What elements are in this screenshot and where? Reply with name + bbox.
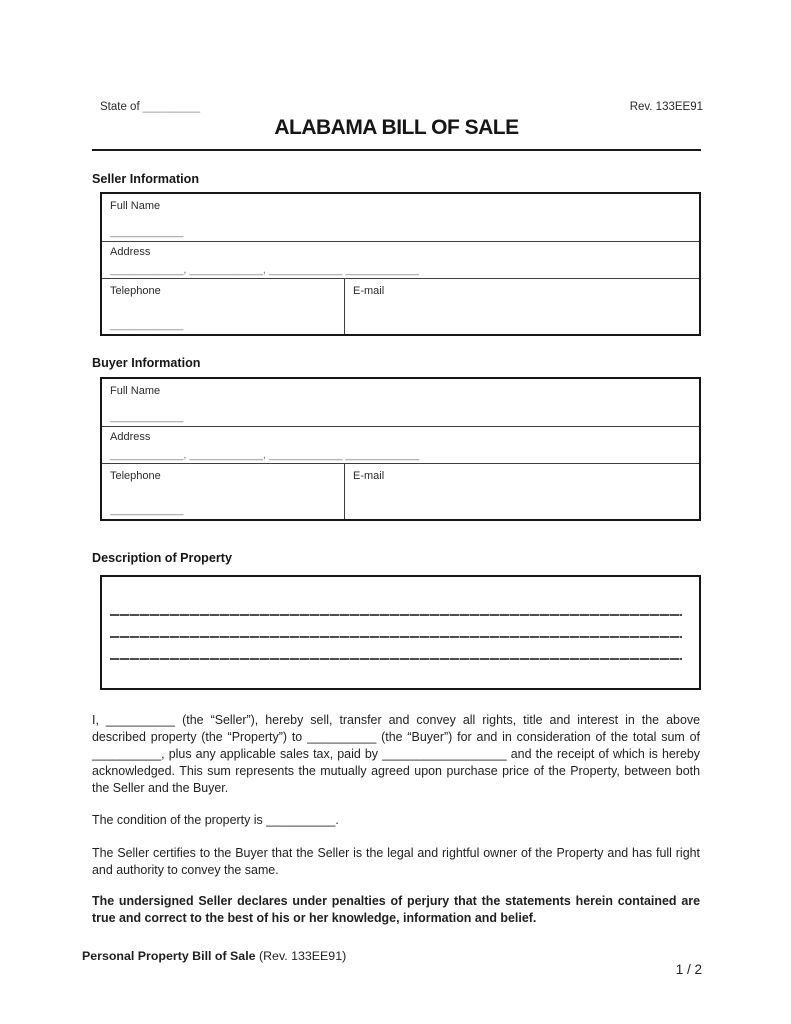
buyer-telephone-blank: ____________ [110, 504, 184, 516]
footer-doc-name: Personal Property Bill of Sale [82, 949, 256, 963]
seller-info-table [100, 192, 701, 336]
revision-label: Rev. 133EE91 [629, 101, 703, 113]
buyer-address-row [102, 427, 699, 464]
title-rule [92, 149, 701, 151]
page-number: 1 / 2 [675, 962, 702, 977]
seller-contact-row [102, 279, 699, 334]
description-blank-line [110, 636, 682, 638]
buyer-address-label: Address [110, 431, 151, 443]
seller-telephone-label: Telephone [110, 285, 161, 297]
seller-telephone-blank: ____________ [110, 319, 184, 331]
buyer-full-name-row [102, 379, 699, 427]
description-box [100, 575, 701, 690]
description-blank-line [110, 614, 682, 616]
buyer-contact-row [102, 464, 699, 519]
seller-full-name-row [102, 194, 699, 242]
seller-address-blank: ____________, ____________, ____________ ____________ [110, 264, 419, 276]
buyer-telephone-cell [102, 464, 345, 519]
page-title: ALABAMA BILL OF SALE [274, 116, 519, 139]
buyer-info-table [100, 377, 701, 521]
state-of-blank: _________ [142, 101, 201, 113]
state-of-line [100, 101, 200, 114]
seller-full-name-blank: ____________ [110, 226, 184, 238]
buyer-email-cell [345, 464, 699, 519]
document-footer [82, 949, 346, 963]
buyer-section-heading: Buyer Information [92, 356, 201, 370]
state-of-label: State of [100, 101, 140, 113]
seller-full-name-label: Full Name [110, 200, 161, 212]
seller-telephone-cell [102, 279, 345, 334]
seller-email-cell [345, 279, 699, 334]
perjury-paragraph: The undersigned Seller declares under penalties of perjury that the statements herein contained are true and correct to the best of his or her knowledge, information and belief. [92, 894, 700, 925]
description-section-heading: Description of Property [92, 551, 232, 565]
buyer-email-label: E-mail [353, 470, 385, 482]
seller-address-label: Address [110, 246, 151, 258]
buyer-address-blank: ____________, ____________, ____________ ____________ [110, 449, 419, 461]
seller-section-heading: Seller Information [92, 172, 200, 186]
footer-doc-rev: (Rev. 133EE91) [258, 949, 347, 963]
seller-address-row [102, 242, 699, 279]
buyer-telephone-label: Telephone [110, 470, 161, 482]
buyer-full-name-label: Full Name [110, 385, 161, 397]
condition-paragraph: The condition of the property is __________. [92, 813, 339, 827]
certification-paragraph: The Seller certifies to the Buyer that the Seller is the legal and rightful owner of the Property and has full right and authority to convey the same. [92, 846, 700, 877]
seller-email-label: E-mail [353, 285, 385, 297]
sale-paragraph: I, __________ (the “Seller”), hereby sell, transfer and convey all rights, title and interest in the above described property (the “Property”) to __________ (the “Buyer”) for and in consideration of the total sum of __________, plus any applicable sales tax, paid by __________________ and the receipt of which is hereby acknowledged. This sum represents the mutually agreed upon purchase price of the Property, between both the Seller and the Buyer. [92, 713, 700, 795]
description-blank-line [110, 658, 682, 660]
buyer-full-name-blank: ____________ [110, 411, 184, 423]
